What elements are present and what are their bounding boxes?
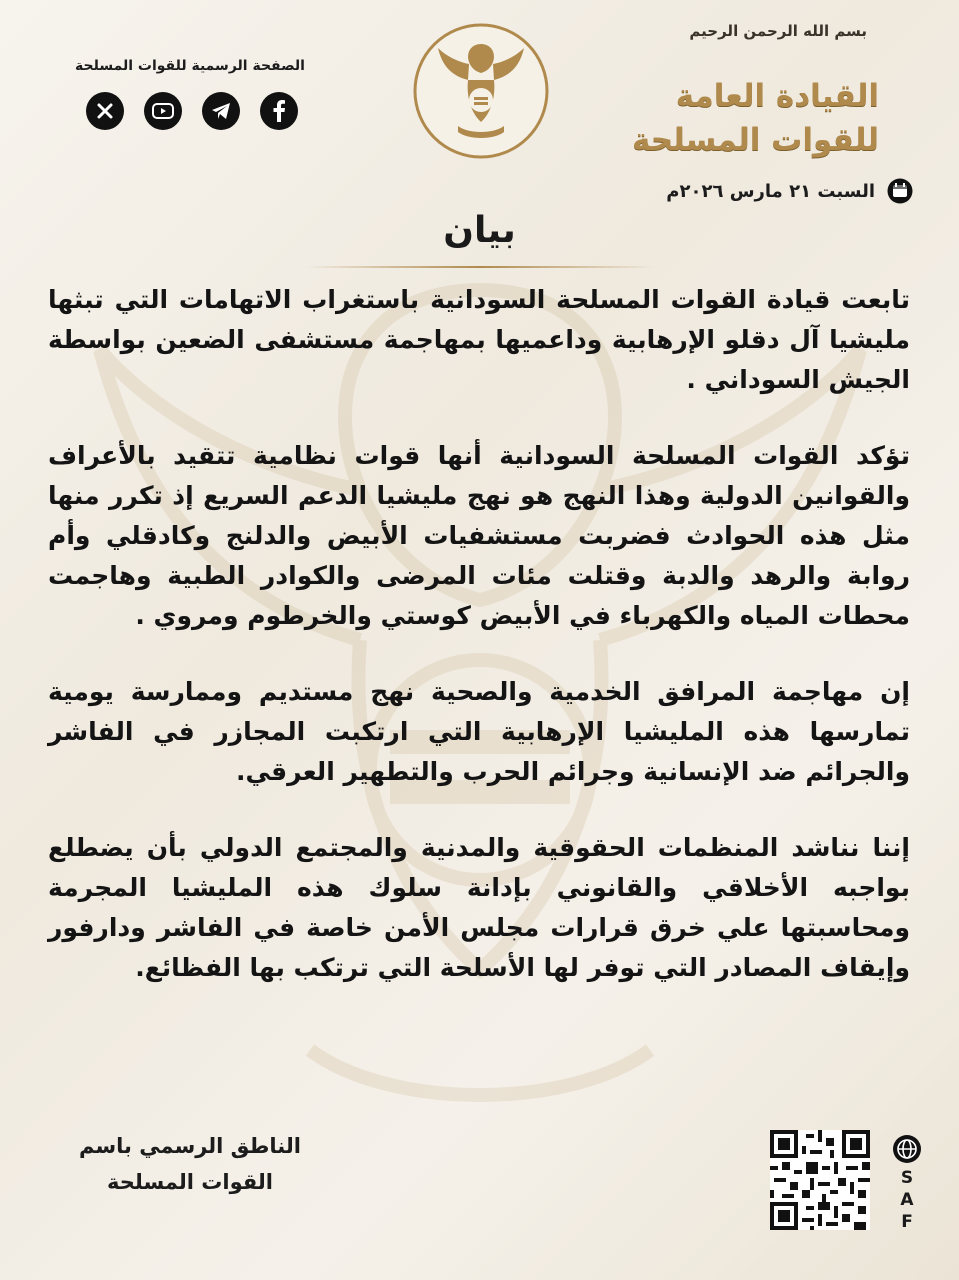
youtube-icon[interactable] — [144, 92, 182, 130]
x-icon[interactable] — [86, 92, 124, 130]
armed-forces-emblem — [412, 22, 550, 160]
date-row — [666, 178, 913, 204]
statement-body — [48, 280, 910, 1024]
paragraph: تؤكد القوات المسلحة السودانية أنها قوات نظامية تتقيد بالأعراف والقوانين الدولية وهذا النهج هو نهج مليشيا الدعم السريع إذ تكرر منها مثل هذه الحوادث فضربت مستشفيات الأبيض والدلنج وكادقلي وأم روابة والرهد والدبة وقتلت مئات المرضى والكوادر الطبية وهاجمت محطات المياه والكهرباء في الأبيض كوستي والخرطوم ومروي . — [48, 441, 910, 630]
qr-code — [770, 1130, 870, 1230]
paragraph: إن مهاجمة المرافق الخدمية والصحية نهج مستديم وممارسة يومية تمارسها هذه المليشيا الإرهابية التي ارتكبت المجازر في الفاشر والجرائم ضد الإنسانية وجرائم الحرب والتطهير العرقي. — [48, 677, 910, 786]
paragraph: تابعت قيادة القوات المسلحة السودانية باستغراب الاتهامات التي تبثها مليشيا آل دقلو الإرهابية وداعميها بمهاجمة مستشفى الضعين بواسطة الجيش السوداني . — [48, 285, 910, 394]
social-links — [86, 92, 298, 130]
saf-brand — [890, 1134, 924, 1234]
globe-icon — [892, 1134, 922, 1164]
official-page-label: الصفحة الرسمية للقوات المسلحة — [75, 58, 305, 74]
statement-date: السبت ٢١ مارس ٢٠٢٦م — [666, 180, 875, 202]
statement-title: بيان — [443, 210, 516, 251]
header-title-block — [579, 22, 879, 162]
basmala: بسم الله الرحمن الرحيم — [689, 22, 867, 40]
saf-label: SAF — [897, 1168, 917, 1234]
signature-block — [40, 1128, 340, 1200]
title-divider — [305, 266, 655, 268]
calendar-icon — [887, 178, 913, 204]
org-name-line1: القيادة العامة — [675, 78, 879, 114]
facebook-icon[interactable] — [260, 92, 298, 130]
signature-line1: الناطق الرسمي باسم — [79, 1134, 301, 1158]
telegram-icon[interactable] — [202, 92, 240, 130]
paragraph: إننا نناشد المنظمات الحقوقية والمدنية والمجتمع الدولي بأن يضطلع بواجبه الأخلاقي والقانوني بإدانة سلوك هذه المليشيا المجرمة ومحاسبتها علي خرق قرارات مجلس الأمن خاصة في الفاشر ودارفور وإيقاف المصادر التي توفر لها الأسلحة التي ترتكب بها الفظائع. — [48, 833, 910, 982]
org-name-line2: للقوات المسلحة — [631, 122, 879, 158]
signature-line2: القوات المسلحة — [107, 1170, 273, 1194]
